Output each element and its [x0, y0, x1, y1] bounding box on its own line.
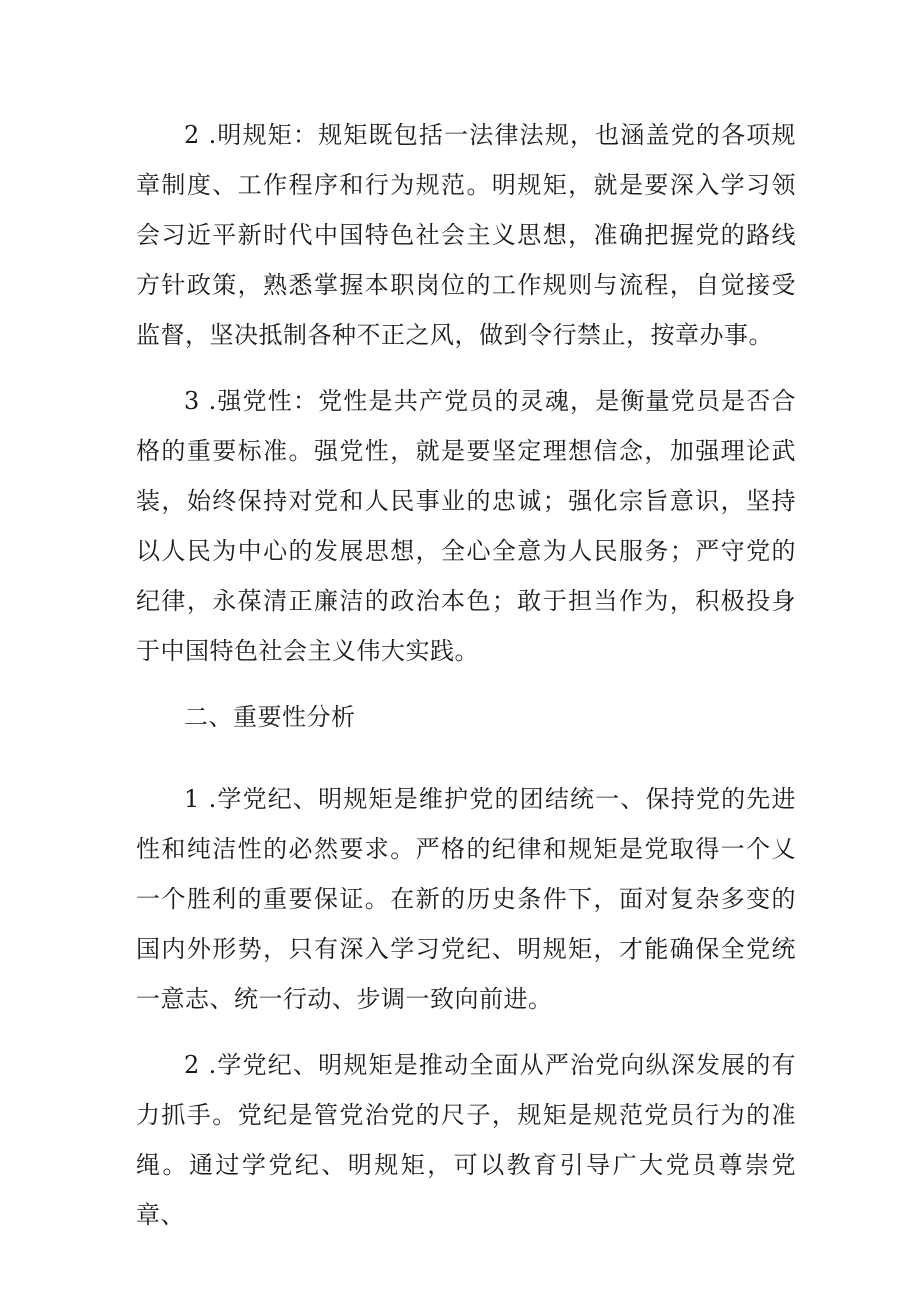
paragraph-importance-1: 1 .学党纪、明规矩是维护党的团结统一、保持党的先进性和纯洁性的必然要求。严格的纪律和规矩是党取得一个乂一个胜利的重要保证。在新的历史条件下，面对复杂多变的国内外形势，只有深入学习党纪、明规矩，才能确保全党统一意志、统一行动、步调一致向前进。: [136, 785, 796, 1013]
paragraph-ming-guiju: 2 .明规矩：规矩既包括一法律法规，也涵盖党的各项规章制度、工作程序和行为规范。明规矩，就是要深入学习领会习近平新时代中国特色社会主义思想，准确把握党的路线方针政策，熟悉掌握本职岗位的工作规则与流程，自觉接受监督，坚决抵制各种不正之风，做到令行禁止，按章办事。: [136, 121, 796, 349]
paragraph-qiang-dangxing: 3 .强党性：党性是共产党员的灵魂，是衡量党员是否合格的重要标准。强党性，就是要坚定理想信念，加强理论武装，始终保持对党和人民事业的忠诚；强化宗旨意识，坚持以人民为中心的发展思想，全心全意为人民服务；严守党的纪律，永葆清正廉洁的政治本色；敢于担当作为，积极投身于中国特色社会主义伟大实践。: [136, 387, 796, 665]
paragraph-importance-2: 2 .学党纪、明规矩是推动全面从严治党向纵深发展的有力抓手。党纪是管党治党的尺子，规矩是规范党员行为的准绳。通过学党纪、明规矩，可以教育引导广大党员尊崇党章、: [136, 1051, 796, 1229]
section-heading-importance: 二、重要性分析: [184, 703, 356, 731]
